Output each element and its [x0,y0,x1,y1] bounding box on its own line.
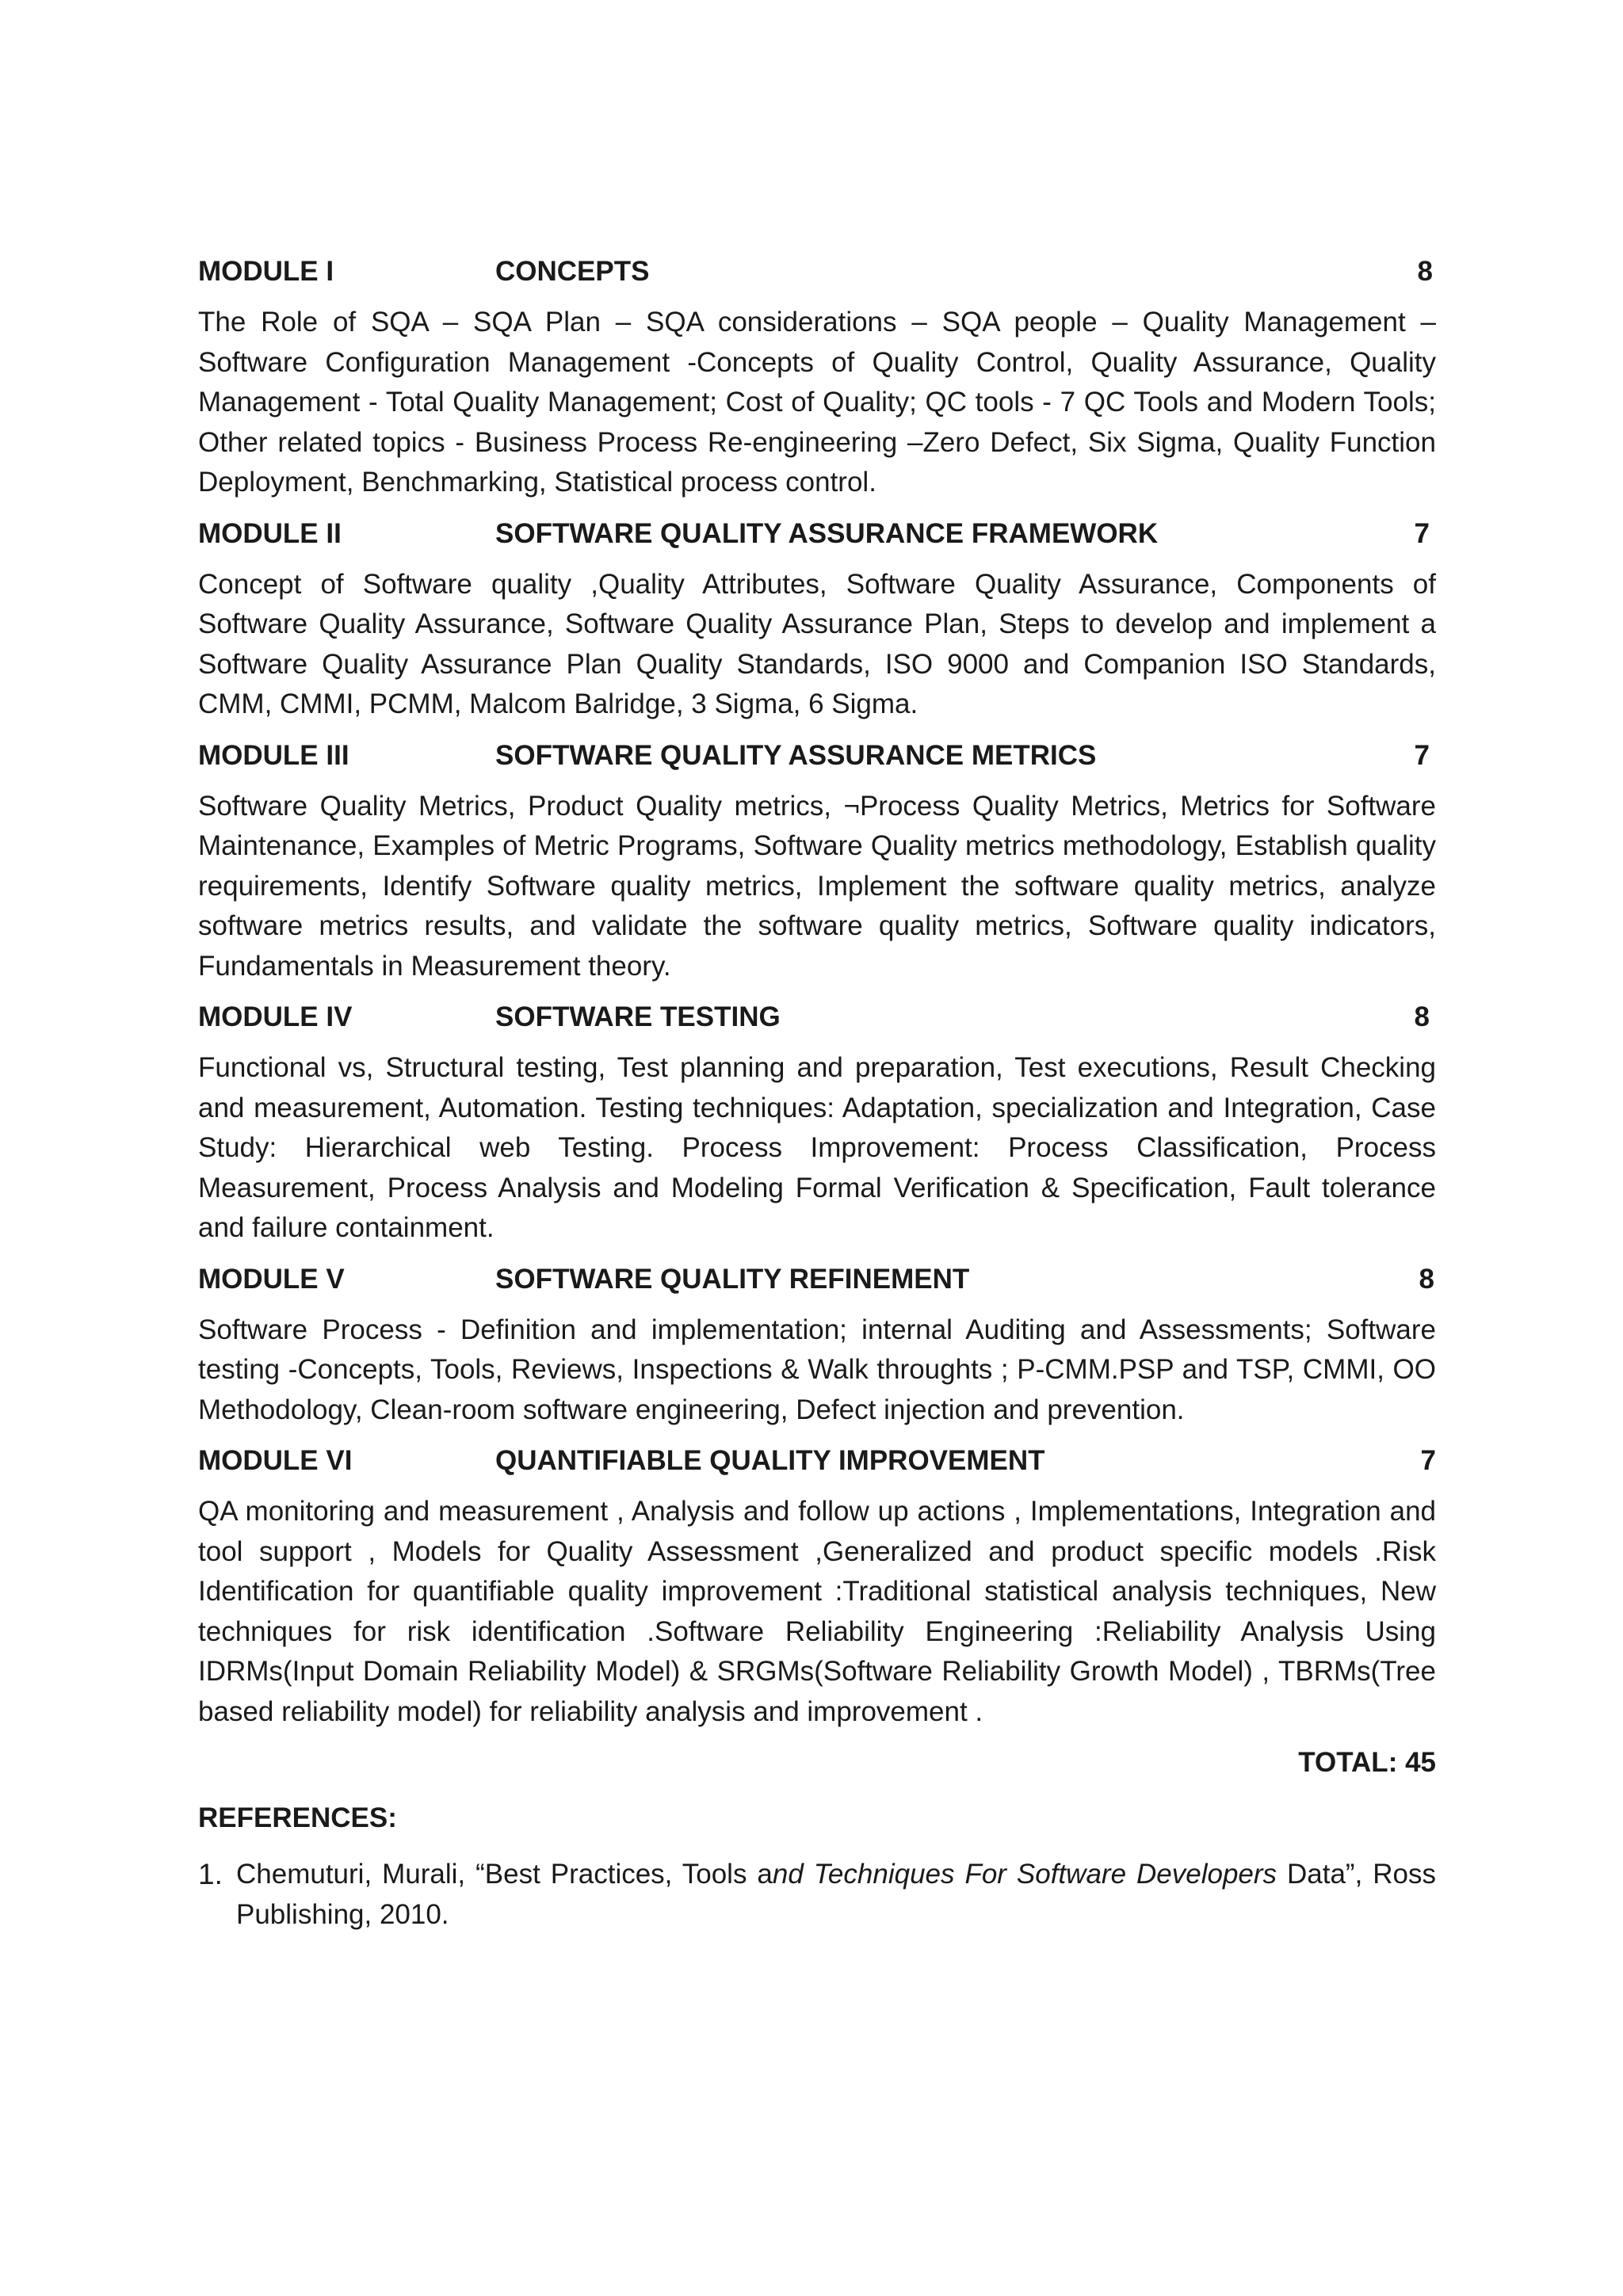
module-heading [198,997,1436,1037]
module-heading [198,514,1436,554]
module-description: The Role of SQA – SQA Plan – SQA considerations – SQA people – Quality Management – Software Configuration Management -Concepts of Quality Control, Quality Assurance, Quality Management - Total Quality Management; Cost of Quality; QC tools - 7 QC Tools and Modern Tools; Other related topics - Business Process Re-engineering –Zero Defect, Six Sigma, Quality Function Deployment, Benchmarking, Statistical process control. [198,307,1436,498]
module-title: SOFTWARE TESTING [495,1001,781,1032]
module-number: MODULE III [198,739,349,771]
reference-text-part2: nd Techniques For Software Developers [772,1859,1277,1890]
module-number: MODULE II [198,517,342,549]
module-description: Concept of Software quality ,Quality Attributes, Software Quality Assurance, Components of Software Quality Assurance, Software Quality Assurance Plan, Steps to develop and implement a Software Quality Assurance Plan Quality Standards, ISO 9000 and Companion ISO Standards, CMM, CMMI, PCMM, Malcom Balridge, 3 Sigma, 6 Sigma. [198,568,1436,719]
module-number: MODULE I [198,256,334,287]
total-hours: TOTAL: 45 [1298,1747,1436,1778]
module-description: QA monitoring and measurement , Analysis and follow up actions , Implementations, Integration and tool support , Models for Quality Assessment ,Generalized and product specific models .Risk Identification for quantifiable quality improvement :Traditional statistical analysis techniques, New techniques for risk identification .Software Reliability Engineering :Reliability Analysis Using IDRMs(Input Domain Reliability Model) & SRGMs(Software Reliability Growth Model) , TBRMs(Tree based reliability model) for reliability analysis and improvement . [198,1496,1436,1727]
module-description: Software Process - Definition and implementation; internal Auditing and Assessments; Software testing -Concepts, Tools, Reviews, Inspections & Walk throughts ; P-CMM.PSP and TSP, CMMI, OO Methodology, Clean-room software engineering, Defect injection and prevention. [198,1314,1436,1425]
references-heading: REFERENCES: [198,1802,397,1833]
module-number: MODULE VI [198,1445,353,1476]
module-section [198,1260,1436,1431]
reference-number: 1. [198,1858,223,1890]
module-hours: 8 [1419,1263,1434,1295]
reference-item [198,1854,1436,1935]
module-heading [198,1441,1436,1481]
module-title: SOFTWARE QUALITY REFINEMENT [495,1263,970,1295]
module-hours: 7 [1420,1445,1436,1476]
module-number: MODULE V [198,1263,345,1295]
reference-text [236,1854,1436,1935]
module-description: Software Quality Metrics, Product Quality metrics, ¬Process Quality Metrics, Metrics for Software Maintenance, Examples of Metric Programs, Software Quality metrics methodology, Establish quality requirements, Identify Software quality metrics, Implement the software quality metrics, analyze software metrics results, and validate the software quality metrics, Software quality indicators, Fundamentals in Measurement theory. [198,790,1436,982]
module-hours: 8 [1417,256,1433,287]
module-title: SOFTWARE QUALITY ASSURANCE FRAMEWORK [495,517,1159,549]
module-number: MODULE IV [198,1001,353,1032]
reference-text-part1: Chemuturi, Murali, “Best Practices, Tools a [236,1859,773,1890]
syllabus-page [198,252,1436,1935]
module-heading [198,736,1436,776]
module-section [198,252,1436,503]
module-hours: 7 [1414,517,1430,549]
module-section [198,997,1436,1249]
reference-text-part3: Data”, Ross Publishing, 2010. [236,1859,1436,1930]
module-list [198,252,1436,1732]
module-description: Functional vs, Structural testing, Test planning and preparation, Test executions, Result Checking and measurement, Automation. Testing techniques: Adaptation, specialization and Integration, Case Study: Hierarchical web Testing. Process Improvement: Process Classification, Process Measurement, Process Analysis and Modeling Formal Verification & Specification, Fault tolerance and failure containment. [198,1052,1436,1243]
module-title: SOFTWARE QUALITY ASSURANCE METRICS [495,739,1097,771]
module-section [198,514,1436,725]
module-section [198,736,1436,987]
module-hours: 8 [1414,1001,1430,1032]
module-title: QUANTIFIABLE QUALITY IMPROVEMENT [495,1445,1045,1476]
module-section [198,1441,1436,1732]
module-hours: 7 [1414,739,1430,771]
module-heading [198,252,1436,292]
module-heading [198,1260,1436,1299]
module-title: CONCEPTS [495,256,650,287]
